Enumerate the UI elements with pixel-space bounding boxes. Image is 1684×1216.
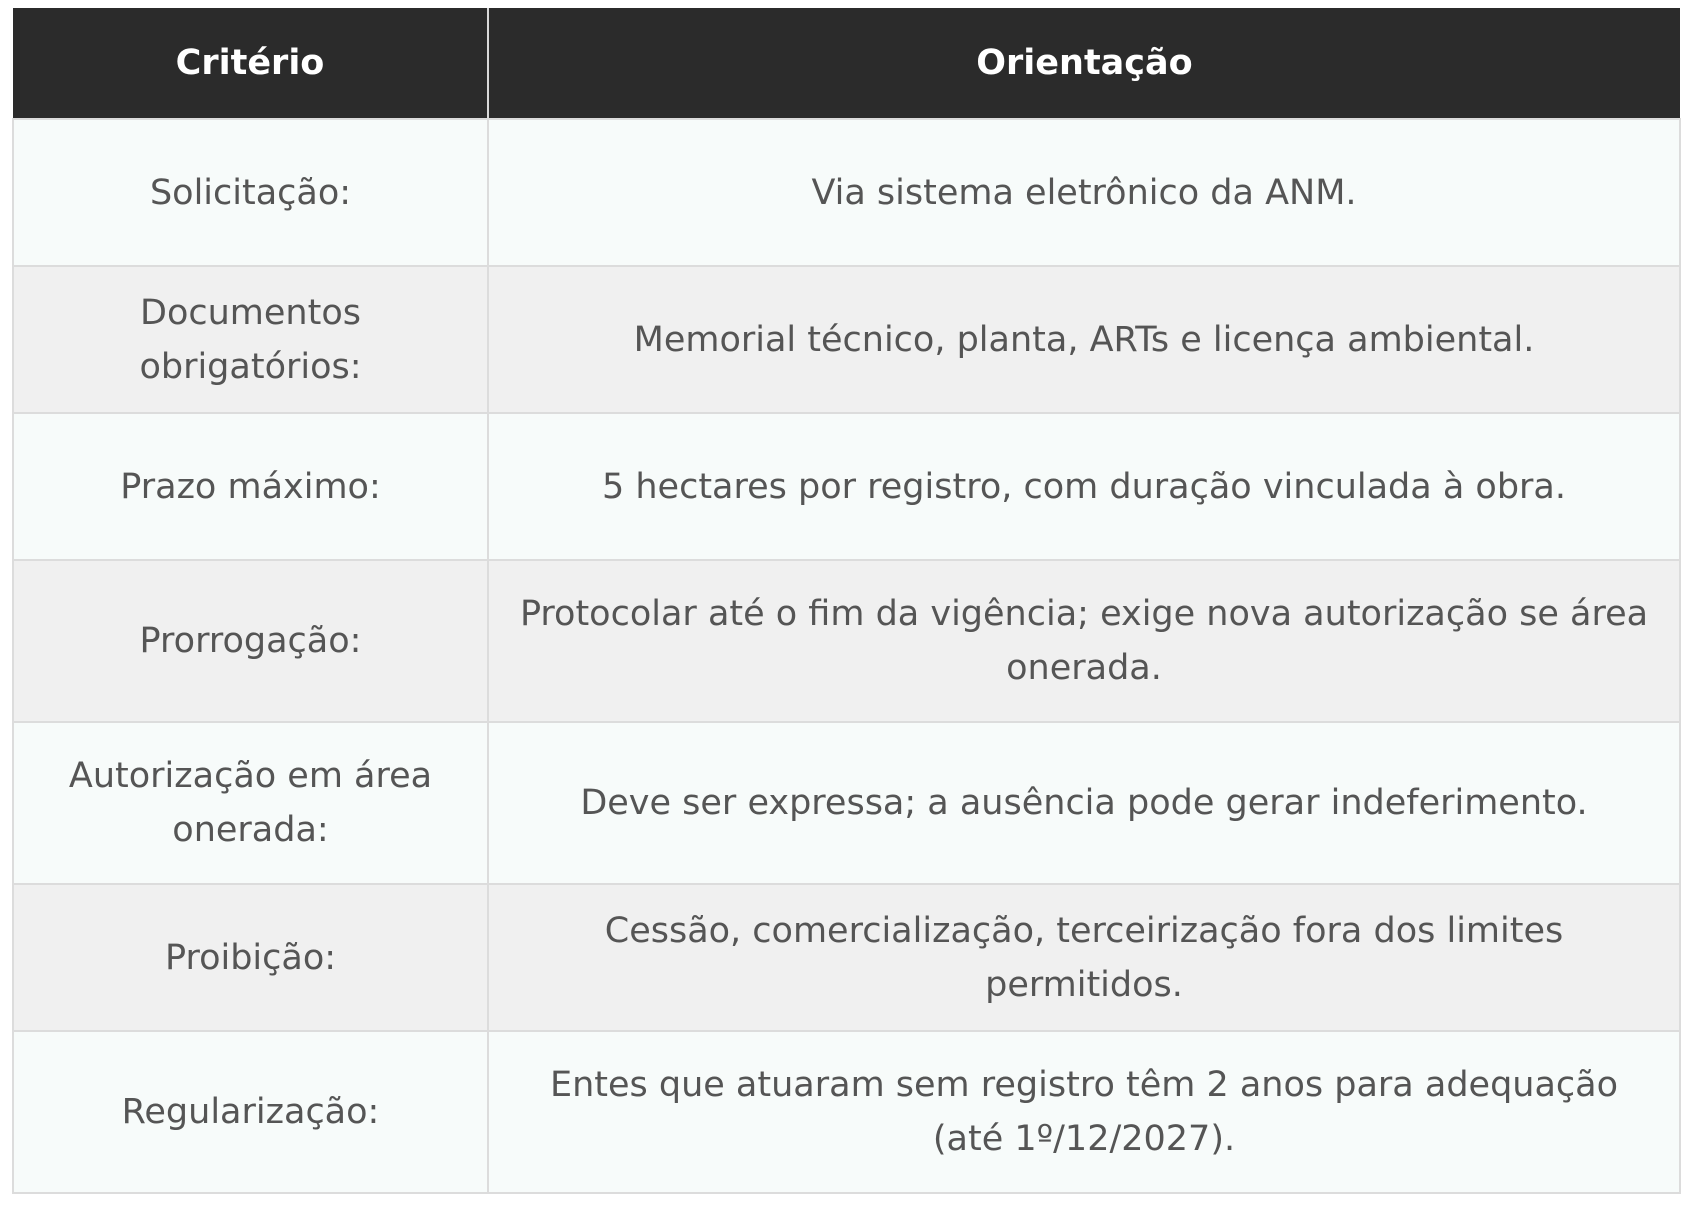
table-row xyxy=(13,266,1680,413)
cell-orientacao: Protocolar até o fim da vigência; exige nova autorização se área onerada. xyxy=(488,560,1680,722)
table-row xyxy=(13,560,1680,722)
table-row xyxy=(13,1031,1680,1193)
cell-criterio: Documentos obrigatórios: xyxy=(13,266,488,413)
cell-orientacao: Cessão, comercialização, terceirização fora dos limites permitidos. xyxy=(488,884,1680,1031)
criteria-table-container xyxy=(12,8,1679,1194)
table-row xyxy=(13,722,1680,884)
cell-criterio: Prazo máximo: xyxy=(13,413,488,560)
cell-criterio: Proibição: xyxy=(13,884,488,1031)
cell-criterio: Prorrogação: xyxy=(13,560,488,722)
table-row xyxy=(13,119,1680,266)
cell-criterio: Autorização em área onerada: xyxy=(13,722,488,884)
cell-criterio: Solicitação: xyxy=(13,119,488,266)
cell-orientacao: Via sistema eletrônico da ANM. xyxy=(488,119,1680,266)
header-criterio: Critério xyxy=(13,8,488,119)
cell-orientacao: Deve ser expressa; a ausência pode gerar indeferimento. xyxy=(488,722,1680,884)
cell-orientacao: Memorial técnico, planta, ARTs e licença ambiental. xyxy=(488,266,1680,413)
criteria-table xyxy=(12,8,1681,1194)
table-row xyxy=(13,413,1680,560)
table-header-row xyxy=(13,8,1680,119)
cell-orientacao: 5 hectares por registro, com duração vinculada à obra. xyxy=(488,413,1680,560)
cell-orientacao: Entes que atuaram sem registro têm 2 anos para adequação (até 1º/12/2027). xyxy=(488,1031,1680,1193)
header-orientacao: Orientação xyxy=(488,8,1680,119)
table-row xyxy=(13,884,1680,1031)
cell-criterio: Regularização: xyxy=(13,1031,488,1193)
